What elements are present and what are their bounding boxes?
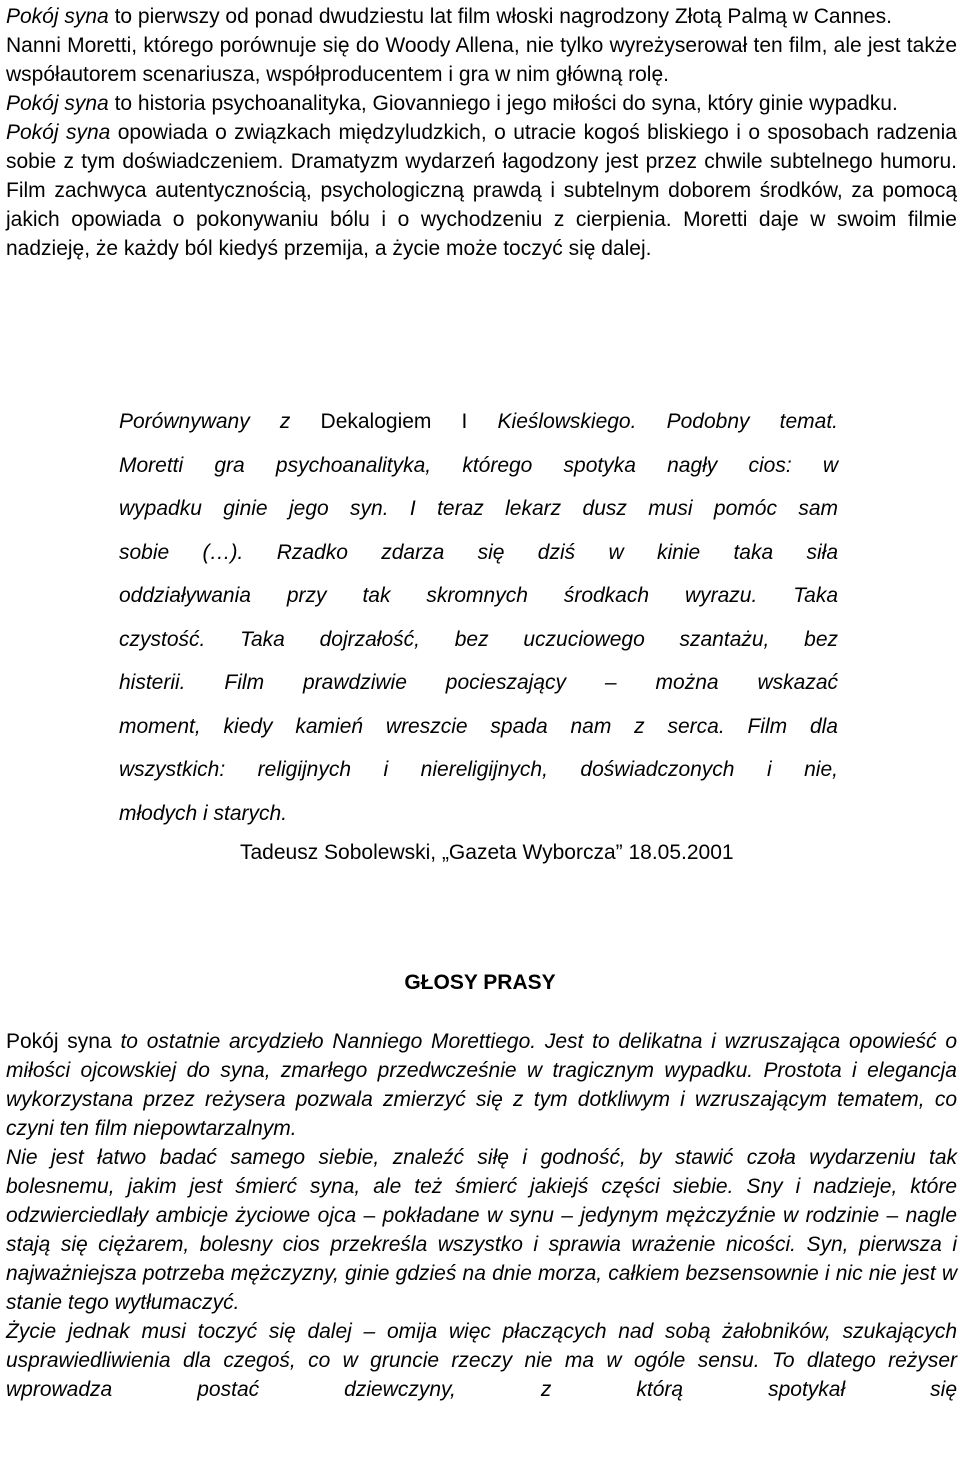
- review-line: sobie (…). Rzadko zdarza się dziś w kinie taka siła: [119, 540, 838, 564]
- intro-paragraph-4: [6, 118, 957, 263]
- review-line: młodych i starych.: [119, 801, 288, 825]
- review-line: histerii. Film prawdziwie pocieszający – można wskazać: [119, 671, 838, 694]
- press-paragraph-2: Nie jest łatwo badać samego siebie, znaleźć siłę i godność, by stawić czoła wydarzeniu tak bolesnemu, jakim jest śmierć syna, ale też śmierć jakiejś części siebie. Sny i nadzieje, które odzwierciedlały ambicje życiowe ojca – pokładane w synu – jedynym mężczyźnie w rodzinie – nagle stają się ciężarem, bolesny cios przekreśla wszystko i sprawia wrażenie nicości. Syn, pierwsza i najważniejsza potrzeba mężczyzny, ginie gdzieś na dnie morza, całkiem bezsensownie i nic nie jest w stanie tego wytłumaczyć.: [6, 1146, 957, 1314]
- film-title: Pokój syna: [6, 121, 111, 144]
- film-title: Pokój syna: [6, 92, 109, 115]
- intro-paragraph-2: Nanni Moretti, którego porównuje się do Woody Allena, nie tylko wyreżyserował ten film, ale jest także współautorem scenariusza, współproducentem i gra w nim główną rolę.: [6, 34, 957, 86]
- film-title: Pokój syna: [6, 5, 109, 28]
- intro-section: [6, 2, 957, 263]
- review-line-1-c: Kieślowskiego. Podobny temat.: [467, 410, 838, 433]
- review-line: Moretti gra psychoanalityka, którego spotyka nagły cios: w: [119, 453, 838, 477]
- intro-paragraph-1: [6, 2, 957, 31]
- press-paragraph-3: Życie jednak musi toczyć się dalej – omija więc płaczących nad sobą żałobników, szukających usprawiedliwienia dla czegoś, co w gruncie rzeczy nie ma w ogóle sensu. To dlatego reżyser wprowadza postać dziewczyny, z którą spotykał się: [6, 1320, 957, 1401]
- press-heading: GŁOSY PRASY: [404, 971, 556, 994]
- intro-paragraph-3-text: to historia psychoanalityka, Giovanniego i jego miłości do syna, który ginie wypadku.: [108, 92, 898, 115]
- press-section: [6, 1027, 957, 1404]
- press-paragraph-1-text: to ostatnie arcydzieło Nanniego Morettiego. Jest to delikatna i wzruszająca opowieść o miłości ojcowskiej do syna, zmarłego przedwcześnie w tragicznym wypadku. Prostota i elegancja wykorzystana przez reżysera pozwala zmierzyć się z tym dotkliwym i wzruszającym tematem, co czyni ten film niepowtarzalnym.: [6, 1030, 957, 1140]
- review-line: wypadku ginie jego syn. I teraz lekarz dusz musi pomóc sam: [119, 497, 838, 520]
- review-source: Tadeusz Sobolewski, „Gazeta Wyborcza” 18.05.2001: [240, 841, 734, 864]
- review-line: oddziaływania przy tak skromnych środkach wyrazu. Taka: [119, 584, 838, 607]
- review-line: [119, 400, 838, 444]
- review-line: moment, kiedy kamień wreszcie spada nam z serca. Film dla: [119, 714, 838, 738]
- review-line: wszystkich: religijnych i niereligijnych, doświadczonych i nie,: [119, 758, 838, 781]
- intro-paragraph-1-text: to pierwszy od ponad dwudziestu lat film włoski nagrodzony Złotą Palmą w Cannes.: [108, 5, 892, 28]
- review-line-1-b: Dekalogiem I: [320, 410, 468, 433]
- press-paragraph-1: [6, 1027, 957, 1143]
- film-title: Pokój syna: [6, 1030, 112, 1053]
- review-line: czystość. Taka dojrzałość, bez uczuciowego szantażu, bez: [119, 627, 838, 651]
- review-line-1-a: Porównywany z: [119, 410, 321, 433]
- review-quote: [119, 400, 838, 835]
- intro-paragraph-3: [6, 89, 957, 118]
- intro-paragraph-4-text: opowiada o związkach międzyludzkich, o utracie kogoś bliskiego i o sposobach radzenia sobie z tym doświadczeniem. Dramatyzm wydarzeń łagodzony jest przez chwile subtelnego humoru. Film zachwyca autentycznością, psychologiczną prawdą i subtelnym doborem środków, za pomocą jakich opowiada o pokonywaniu bólu i o wychodzeniu z cierpienia. Moretti daje w swoim filmie nadzieję, że każdy ból kiedyś przemija, a życie może toczyć się dalej.: [6, 121, 957, 260]
